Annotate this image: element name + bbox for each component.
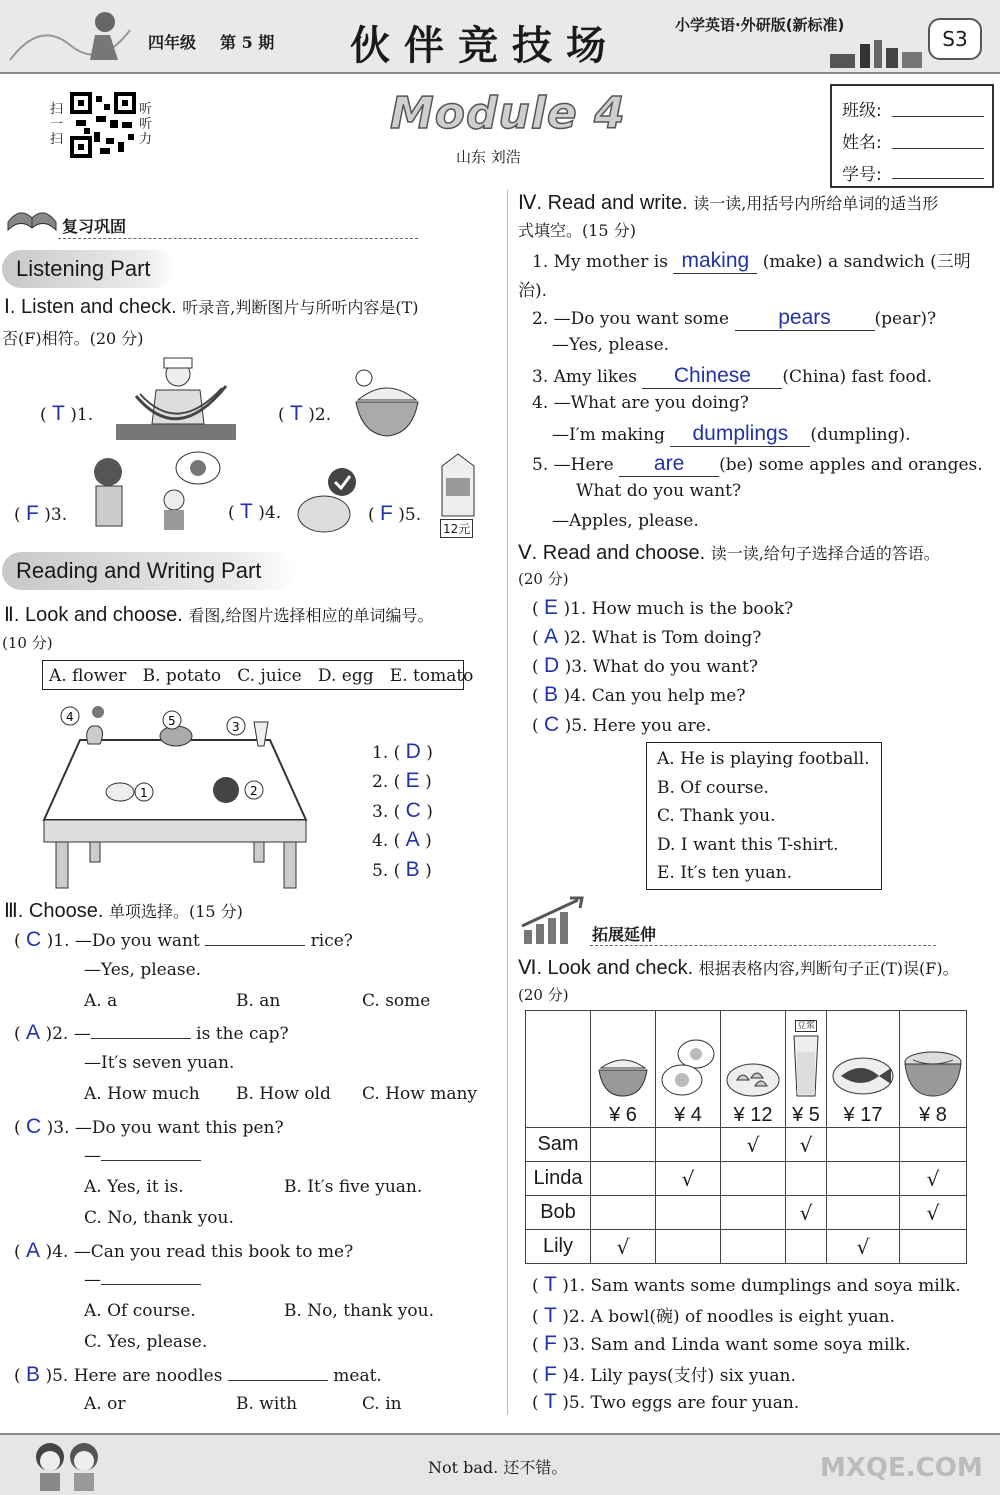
s6-answer-1[interactable]: T — [544, 1273, 557, 1296]
s3-q1-reply: —Yes, please. — [84, 960, 202, 980]
s5-answer-4[interactable]: B — [544, 683, 559, 706]
s3-q3-reply: — — [84, 1146, 201, 1166]
section5-instruction: 读一读,给句子选择合适的答语。 — [710, 544, 940, 563]
egg-icon — [296, 466, 358, 536]
s3-q4-option-c: C. Yes, please. — [84, 1332, 208, 1352]
table-cell: √ — [900, 1196, 967, 1230]
s5-answer-5[interactable]: C — [544, 713, 560, 736]
listening-item-1: ( T )1. — [40, 402, 94, 425]
price-fish: ¥ 17 — [843, 1104, 883, 1126]
s3-answer-5[interactable]: B — [26, 1363, 41, 1386]
s2-answer-3[interactable]: C — [405, 799, 421, 822]
edition-label: 小学英语·外研版(新标准) — [675, 16, 845, 34]
listening-item-4: ( T )4. — [228, 500, 282, 523]
section2-answer-3: 3. ( C ) — [372, 799, 433, 822]
row-name-bob: Bob — [526, 1196, 591, 1230]
s3-q3-option-b: B. It′s five yuan. — [284, 1177, 423, 1197]
s6-answer-4[interactable]: F — [544, 1363, 557, 1386]
number-field[interactable] — [892, 178, 984, 179]
s3-question-3: ( C )3. —Do you want this pen? — [14, 1115, 284, 1138]
answer-1[interactable]: T — [52, 402, 65, 425]
answer-5[interactable]: F — [380, 502, 393, 525]
s3-q4-reply: — — [84, 1270, 201, 1290]
s2-answer-5[interactable]: B — [405, 858, 420, 881]
kids-mascot-icon — [28, 1437, 108, 1493]
table-cell — [721, 1230, 786, 1264]
listening-item-5: ( F )5. — [368, 502, 422, 525]
s4-answer-5[interactable]: are — [619, 452, 719, 477]
price-soya-milk: ¥ 5 — [792, 1104, 820, 1126]
s3-q2-option-a: A. How much — [84, 1084, 200, 1104]
page-footer — [0, 1433, 1000, 1495]
page-number-badge: S3 — [928, 18, 982, 60]
price-rice: ¥ 6 — [609, 1104, 637, 1126]
s6-statement-4: ( F )4. Lily pays(支付) six yuan. — [532, 1363, 796, 1386]
table-cell — [591, 1162, 656, 1196]
qr-caption-right: 听听力 — [139, 102, 153, 147]
section1-instruction: 听录音,判断图片与所听内容是(T) — [182, 298, 419, 317]
s4-item-2: 2. —Do you want some pears (pear)? — [532, 306, 937, 329]
extension-divider — [590, 945, 936, 946]
rice-icon — [595, 1048, 651, 1098]
table-cell — [786, 1162, 827, 1196]
noodles-column — [900, 1011, 967, 1128]
section2-answer-5: 5. ( B ) — [372, 858, 432, 881]
table-cell: √ — [591, 1230, 656, 1264]
s3-q2-option-b: B. How old — [236, 1084, 331, 1104]
s4-item-1: 1. My mother is making (make) a sandwich (三明 — [532, 249, 971, 272]
extension-label: 拓展延伸 — [592, 925, 657, 944]
s3-answer-4[interactable]: A — [26, 1239, 41, 1262]
s4-item-5: 5. —Here are (be) some apples and oranges. — [532, 452, 983, 475]
price-dumpling: ¥ 12 — [733, 1104, 773, 1126]
section2-instruction: 看图,给图片选择相应的单词编号。 — [188, 606, 434, 625]
s6-statement-1: ( T )1. Sam wants some dumplings and soya milk. — [532, 1273, 961, 1296]
table-cell: √ — [786, 1128, 827, 1162]
s3-q4-option-b: B. No, thank you. — [284, 1301, 434, 1321]
s2-answer-1[interactable]: D — [405, 740, 421, 763]
s6-statement-3: ( F )3. Sam and Linda want some soya milk. — [532, 1332, 911, 1355]
name-field[interactable] — [892, 148, 984, 149]
price-noodles: ¥ 8 — [919, 1104, 947, 1126]
qr-code-icon[interactable] — [70, 92, 136, 158]
table-row — [526, 1196, 967, 1230]
table-row — [526, 1128, 967, 1162]
section5-title: Ⅴ. Read and choose. — [518, 542, 706, 564]
noodle-chef-icon — [116, 356, 238, 442]
s5-question-3: ( D )3. What do you want? — [532, 654, 758, 677]
listening-item-3: ( F )3. — [14, 502, 68, 525]
section6-instruction: 根据表格内容,判断句子正(T)误(F)。 — [698, 959, 959, 978]
listening-part-label: Listening Part — [2, 250, 176, 288]
open-book-icon — [4, 192, 60, 236]
section1-instruction-2: 否(F)相符。(20 分) — [2, 329, 144, 348]
s6-statement-5: ( T )5. Two eggs are four yuan. — [532, 1390, 800, 1413]
author-label: 山东 刘浩 — [456, 148, 521, 166]
section6-title: Ⅵ. Look and check. — [518, 957, 694, 979]
section6-points: (20 分) — [518, 986, 569, 1004]
table-cell: √ — [827, 1230, 900, 1264]
section1-heading — [4, 294, 418, 319]
watermark-text: MXQE.COM — [820, 1453, 983, 1483]
s4-item-2-reply: —Yes, please. — [552, 335, 670, 355]
section1-title: Ⅰ. Listen and check. — [4, 296, 177, 318]
s3-q2-reply: —It′s seven yuan. — [84, 1053, 235, 1073]
answer-2[interactable]: T — [290, 402, 303, 425]
s4-item-1-cont: 治). — [518, 281, 548, 301]
table-cell: √ — [656, 1162, 721, 1196]
s4-answer-1[interactable]: making — [673, 249, 757, 274]
page-title: 伙伴竞技场 — [350, 22, 620, 69]
class-field[interactable] — [892, 116, 984, 117]
dumplings-icon — [725, 1058, 781, 1098]
qr-caption-left: 扫一扫 — [50, 102, 64, 147]
answer-4[interactable]: T — [240, 500, 253, 523]
s3-q1-option-a: A. a — [84, 991, 118, 1011]
review-divider — [58, 238, 418, 239]
s3-question-1: ( C )1. —Do you want rice? — [14, 928, 353, 951]
s2-answer-4[interactable]: A — [405, 828, 420, 851]
s3-question-2: ( A )2. — is the cap? — [14, 1021, 289, 1044]
section5-options-box — [646, 742, 882, 890]
s2-answer-2[interactable]: E — [405, 769, 420, 792]
table-cell — [591, 1128, 656, 1162]
student-info-box — [830, 84, 994, 188]
s5-answer-2[interactable]: A — [544, 625, 559, 648]
grade-label: 四年级 — [148, 33, 197, 52]
rice-column — [591, 1011, 656, 1128]
section4-heading — [518, 190, 938, 215]
listening-item-2: ( T )2. — [278, 402, 332, 425]
s5-question-4: ( B )4. Can you help me? — [532, 683, 746, 706]
noodles-icon — [903, 1046, 963, 1098]
s3-q1-option-b: B. an — [236, 991, 281, 1011]
section2-title: Ⅱ. Look and choose. — [4, 604, 183, 626]
fish-icon — [831, 1050, 895, 1098]
row-name-linda: Linda — [526, 1162, 591, 1196]
section4-title: Ⅳ. Read and write. — [518, 192, 688, 214]
section3-title: Ⅲ. Choose. — [4, 900, 104, 922]
s3-answer-1[interactable]: C — [26, 928, 42, 951]
s3-q3-option-c: C. No, thank you. — [84, 1208, 234, 1228]
s4-item-4-reply: —I′m making dumplings (dumpling). — [552, 422, 911, 445]
price-tag: 12元 — [440, 519, 473, 538]
review-label: 复习巩固 — [62, 217, 127, 236]
s3-q1-option-c: C. some — [362, 991, 431, 1011]
reading-part-label: Reading and Writing Part — [2, 552, 296, 590]
row-name-lily: Lily — [526, 1230, 591, 1264]
table-cell — [721, 1196, 786, 1230]
table-cell — [656, 1196, 721, 1230]
table-cell: √ — [786, 1196, 827, 1230]
rice-bowl-icon — [352, 368, 422, 440]
column-divider — [507, 190, 508, 1415]
s5-option-a: A. He is playing football. — [657, 749, 870, 769]
s4-item-5-q: What do you want? — [576, 481, 742, 501]
section2-points: (10 分) — [2, 634, 53, 652]
table-cell — [786, 1230, 827, 1264]
section2-word-bank: A. flower B. potato C. juice D. egg E. tomato — [42, 660, 464, 690]
section3-heading — [4, 898, 243, 923]
module-title: Module 4 — [390, 88, 626, 139]
section6-heading — [518, 955, 959, 980]
table-cell — [656, 1230, 721, 1264]
s6-answer-3[interactable]: F — [544, 1332, 557, 1355]
s5-question-5: ( C )5. Here you are. — [532, 713, 712, 736]
svg-text:1: 1 — [140, 786, 148, 800]
svg-text:3: 3 — [232, 720, 240, 734]
s4-answer-2[interactable]: pears — [735, 306, 875, 331]
dumpling-column — [721, 1011, 786, 1128]
row-name-sam: Sam — [526, 1128, 591, 1162]
table-cell — [656, 1128, 721, 1162]
issue-label: 第 5 期 — [220, 33, 275, 52]
s3-answer-3[interactable]: C — [26, 1115, 42, 1138]
s3-question-4: ( A )4. —Can you read this book to me? — [14, 1239, 354, 1262]
s3-q5-option-a: A. or — [84, 1394, 126, 1414]
price-table — [525, 1010, 967, 1264]
section2-heading — [4, 602, 434, 627]
table-row — [526, 1230, 967, 1264]
s3-q4-option-a: A. Of course. — [84, 1301, 196, 1321]
section5-points: (20 分) — [518, 570, 569, 588]
name-label: 姓名: — [842, 133, 882, 153]
page-header — [0, 0, 1000, 74]
class-label: 班级: — [842, 101, 882, 121]
s3-question-5: ( B )5. Here are noodles meat. — [14, 1363, 382, 1386]
s3-q3-option-a: A. Yes, it is. — [84, 1177, 184, 1197]
s6-answer-5[interactable]: T — [544, 1390, 557, 1413]
table-cell — [827, 1128, 900, 1162]
s4-answer-3[interactable]: Chinese — [642, 364, 782, 389]
table-cell — [900, 1230, 967, 1264]
s3-q5-option-c: C. in — [362, 1394, 402, 1414]
s5-option-b: B. Of course. — [657, 778, 769, 798]
answer-3[interactable]: F — [26, 502, 39, 525]
s3-answer-2[interactable]: A — [26, 1021, 41, 1044]
fish-column — [827, 1011, 900, 1128]
s5-option-e: E. It′s ten yuan. — [657, 863, 793, 883]
table-cell — [900, 1128, 967, 1162]
section2-answer-2: 2. ( E ) — [372, 769, 432, 792]
soya-milk-label: 豆浆 — [796, 1021, 815, 1031]
section3-instruction: 单项选择。(15 分) — [108, 902, 243, 921]
svg-text:2: 2 — [250, 784, 258, 798]
section2-answer-4: 4. ( A ) — [372, 828, 432, 851]
soya-milk-icon — [792, 1034, 820, 1098]
footer-text: Not bad. 还不错。 — [428, 1458, 568, 1477]
mother-child-tomato-icon — [86, 450, 222, 536]
s6-statement-2: ( T )2. A bowl(碗) of noodles is eight yuan. — [532, 1304, 896, 1327]
s4-item-5-reply: —Apples, please. — [552, 511, 699, 531]
table-cell — [591, 1196, 656, 1230]
s5-option-d: D. I want this T-shirt. — [657, 835, 839, 855]
table-row — [526, 1162, 967, 1196]
section4-instruction: 读一读,用括号内所给单词的适当形 — [693, 194, 939, 213]
table-cell: √ — [900, 1162, 967, 1196]
s4-answer-4[interactable]: dumplings — [670, 422, 810, 447]
s3-q2-option-c: C. How many — [362, 1084, 478, 1104]
s4-item-4: 4. —What are you doing? — [532, 393, 749, 413]
s5-question-1: ( E )1. How much is the book? — [532, 596, 794, 619]
svg-text:4: 4 — [66, 710, 74, 724]
s4-item-3: 3. Amy likes Chinese (China) fast food. — [532, 364, 932, 387]
svg-text:5: 5 — [168, 714, 176, 728]
table-cell: √ — [721, 1128, 786, 1162]
s5-option-c: C. Thank you. — [657, 806, 776, 826]
s5-question-2: ( A )2. What is Tom doing? — [532, 625, 762, 648]
table-with-items-icon — [40, 700, 312, 892]
price-egg: ¥ 4 — [674, 1104, 702, 1126]
table-cell — [827, 1162, 900, 1196]
number-label: 学号: — [842, 165, 882, 185]
s5-answer-1[interactable]: E — [544, 596, 559, 619]
s6-answer-2[interactable]: T — [544, 1304, 557, 1327]
section4-instruction-2: 式填空。(15 分) — [518, 221, 636, 240]
section5-heading — [518, 540, 940, 565]
soya-milk-column — [786, 1011, 827, 1128]
table-cell — [827, 1196, 900, 1230]
section2-answer-1: 1. ( D ) — [372, 740, 433, 763]
s3-q5-option-b: B. with — [236, 1394, 298, 1414]
table-corner — [526, 1011, 591, 1128]
table-cell — [721, 1162, 786, 1196]
growth-chart-icon — [518, 896, 588, 946]
table-header-row — [526, 1011, 967, 1128]
header-decoration-icon — [0, 0, 140, 70]
fried-eggs-icon — [660, 1038, 716, 1098]
books-icon — [830, 36, 925, 70]
juice-carton-icon — [438, 452, 478, 518]
s5-answer-3[interactable]: D — [544, 654, 560, 677]
egg-column — [656, 1011, 721, 1128]
